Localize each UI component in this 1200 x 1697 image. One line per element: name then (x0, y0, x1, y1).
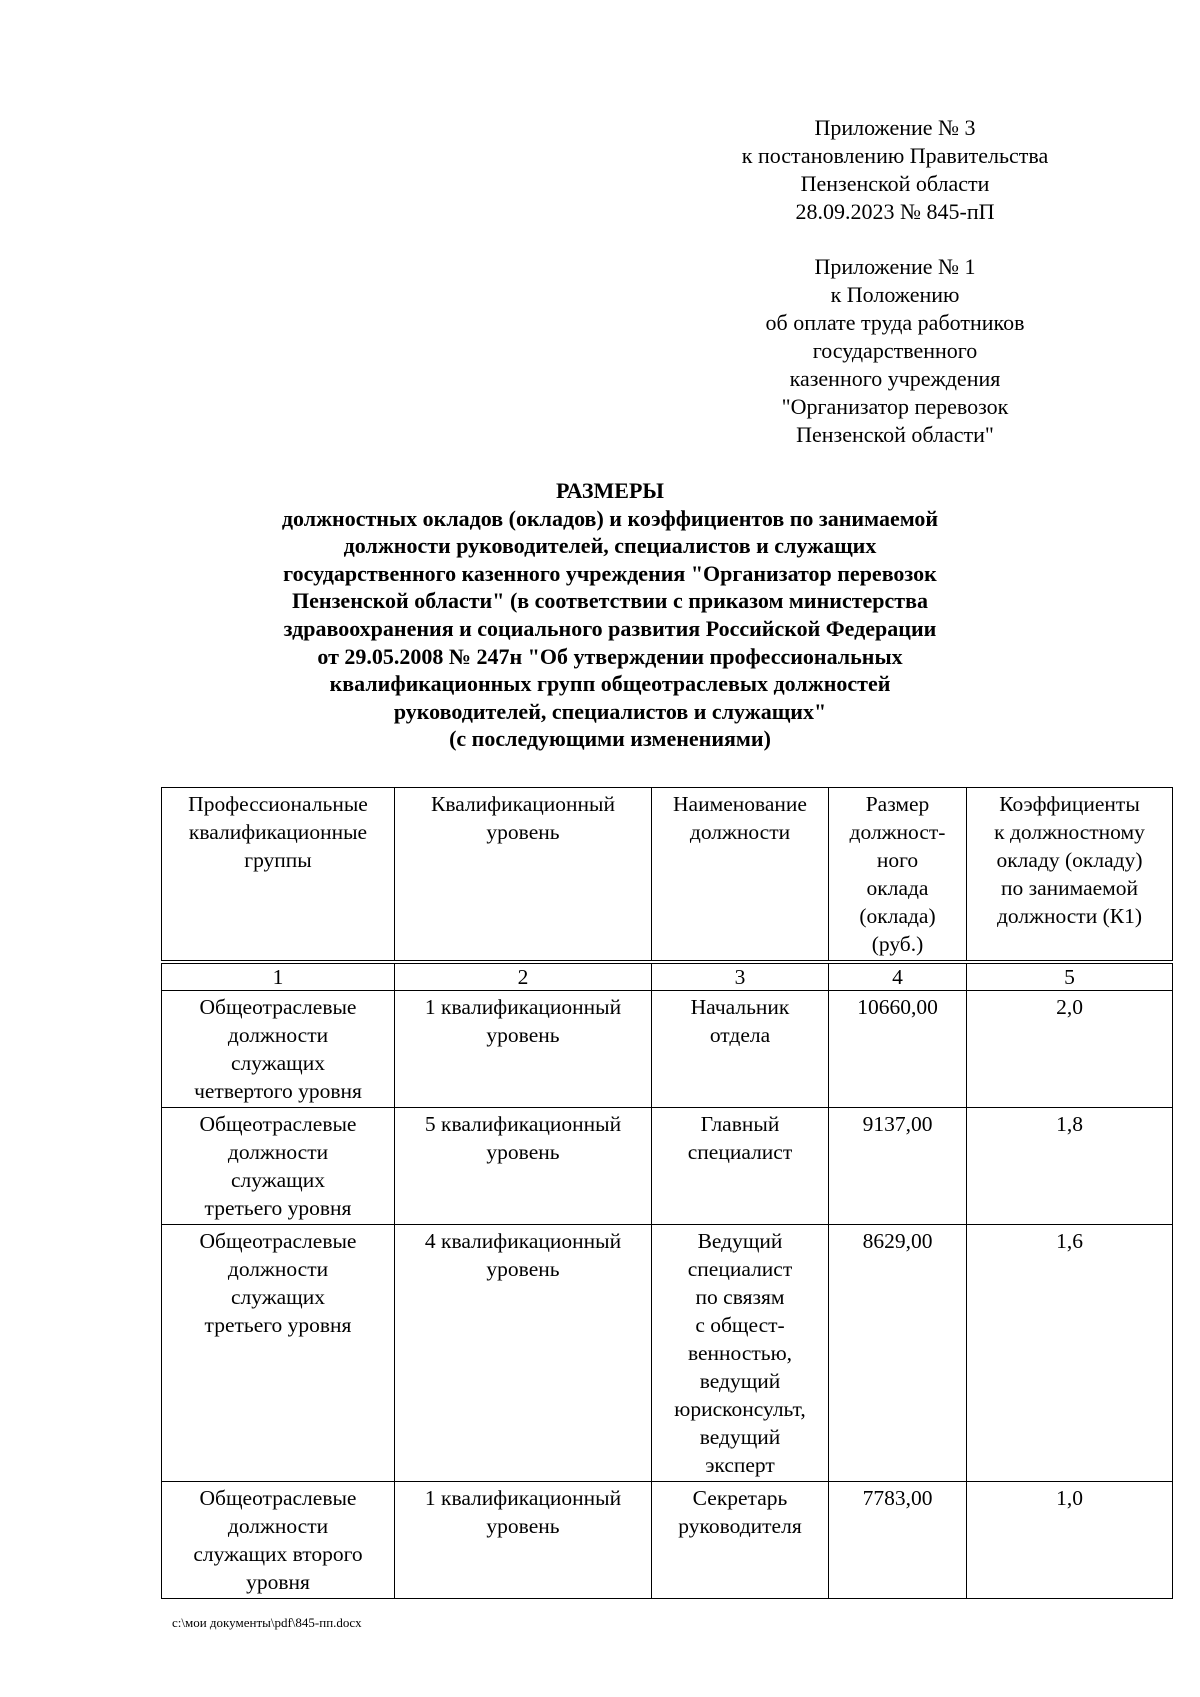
table-row (162, 1225, 1173, 1482)
document-title (230, 477, 990, 753)
group-cell: Общеотраслевые должности служащих третьего уровня (162, 1108, 395, 1225)
title-line: от 29.05.2008 № 247н "Об утверждении профессиональных (317, 643, 903, 669)
salary-table (161, 787, 1173, 1599)
appendix-1-line: к Положению (830, 282, 960, 307)
table-row (162, 991, 1173, 1108)
group-cell: Общеотраслевые должности служащих второго уровня (162, 1482, 395, 1599)
table-header-row (162, 788, 1173, 961)
header-cell-level: Квалификационный уровень (395, 788, 652, 961)
appendix-3-line: Приложение № 3 (814, 115, 976, 140)
column-number: 5 (967, 964, 1173, 991)
level-cell: 1 квалификационный уровень (395, 991, 652, 1108)
header-cell-groups: Профессиональные квалификационные группы (162, 788, 395, 961)
title-line: квалификационных групп общеотраслевых должностей (329, 671, 891, 697)
title-heading: РАЗМЕРЫ (555, 478, 665, 503)
level-cell: 5 квалификационный уровень (395, 1108, 652, 1225)
table-row (162, 1108, 1173, 1225)
coefficient-cell: 1,6 (967, 1225, 1173, 1482)
header-cell-position: Наименование должности (652, 788, 829, 961)
level-cell: 4 квалификационный уровень (395, 1225, 652, 1482)
appendix-3-block (700, 114, 1090, 226)
title-line: руководителей, специалистов и служащих" (393, 698, 827, 724)
group-cell: Общеотраслевые должности служащих четвертого уровня (162, 991, 395, 1108)
position-cell: Секретарь руководителя (652, 1482, 829, 1599)
title-line: должностных окладов (окладов) и коэффициентов по занимаемой (281, 505, 939, 531)
appendix-1-line: государственного (812, 338, 978, 363)
appendix-3-line: к постановлению Правительства (741, 143, 1049, 168)
salary-cell: 10660,00 (829, 991, 967, 1108)
position-cell: Начальник отдела (652, 991, 829, 1108)
appendix-1-block (700, 253, 1090, 449)
appendix-3-line: Пензенской области (800, 171, 990, 196)
coefficient-cell: 2,0 (967, 991, 1173, 1108)
level-cell: 1 квалификационный уровень (395, 1482, 652, 1599)
column-number: 1 (162, 964, 395, 991)
title-line: здравоохранения и социального развития Российской Федерации (283, 615, 937, 641)
salary-cell: 9137,00 (829, 1108, 967, 1225)
title-line: должности руководителей, специалистов и служащих (343, 533, 877, 559)
appendix-1-line: Пензенской области" (796, 422, 994, 447)
position-cell: Ведущий специалист по связям с общест- венностью, ведущий юрисконсульт, ведущий эксперт (652, 1225, 829, 1482)
column-number-row (162, 964, 1173, 991)
appendix-1-line: казенного учреждения (789, 366, 1001, 391)
title-line: (с последующими изменениями) (449, 726, 771, 752)
column-number: 4 (829, 964, 967, 991)
salary-cell: 7783,00 (829, 1482, 967, 1599)
coefficient-cell: 1,0 (967, 1482, 1173, 1599)
column-number: 2 (395, 964, 652, 991)
footer-file-path: c:\мои документы\pdf\845-пп.docx (172, 1615, 362, 1630)
group-cell: Общеотраслевые должности служащих третьего уровня (162, 1225, 395, 1482)
header-cell-salary: Размер должност- ного оклада (оклада) (руб.) (829, 788, 967, 961)
appendix-1-line: "Организатор перевозок (781, 394, 1009, 419)
title-line: Пензенской области" (в соответствии с приказом министерства (292, 588, 928, 614)
column-number: 3 (652, 964, 829, 991)
position-cell: Главный специалист (652, 1108, 829, 1225)
appendix-1-line: об оплате труда работников (765, 310, 1025, 335)
appendix-1-line: Приложение № 1 (814, 254, 976, 279)
title-line: государственного казенного учреждения "Организатор перевозок (283, 560, 937, 586)
appendix-3-line: 28.09.2023 № 845-пП (795, 199, 995, 224)
table-row (162, 1482, 1173, 1599)
salary-cell: 8629,00 (829, 1225, 967, 1482)
header-cell-coefficient: Коэффициенты к должностному окладу (окладу) по занимаемой должности (К1) (967, 788, 1173, 961)
coefficient-cell: 1,8 (967, 1108, 1173, 1225)
